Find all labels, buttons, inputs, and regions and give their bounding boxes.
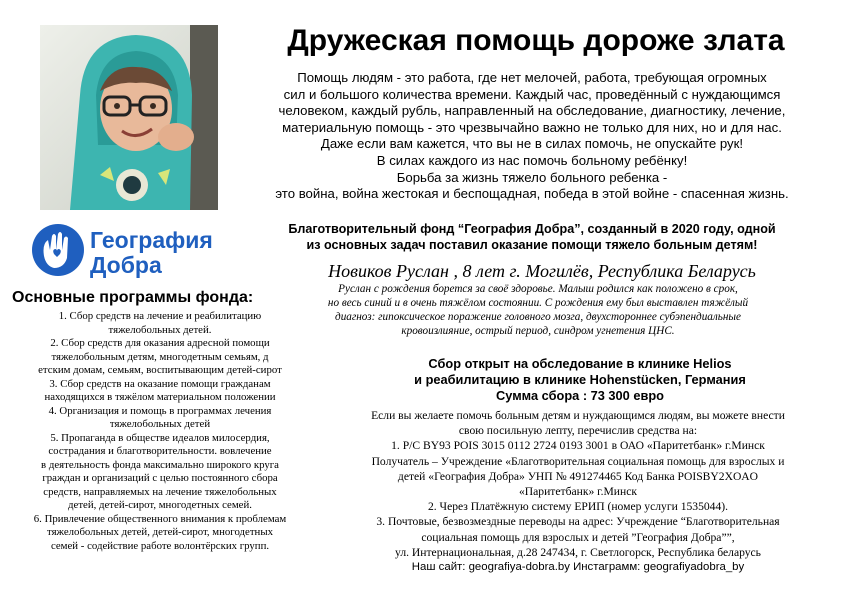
donate-line: 2. Через Платёжную систему ЕРИП (номер услуги 1535044). — [427, 500, 729, 514]
program-line: находящихся в тяжёлом материальном положении — [44, 391, 276, 403]
program-line: тяжелобольных детей — [109, 418, 211, 430]
intro-line: человеком, каждый рубль, направленный на обследование, диагностику, лечение, — [278, 103, 786, 119]
donation-details — [318, 408, 838, 575]
intro-line: это война, война жестокая и беспощадная, победа в этой войне - спасенная жизнь. — [275, 186, 789, 202]
intro-line: материальную помощь - это чрезвычайно важно не только для них, но и для нас. — [282, 119, 782, 135]
child-story — [268, 282, 808, 338]
program-line: 1. Сбор средств на лечение и реабилитацию — [58, 310, 262, 322]
program-line: граждан и организаций с целью постоянного сбора — [42, 472, 278, 484]
donate-line: социальная помощь для взрослых и детей ”География Добра””, — [421, 530, 735, 544]
collection-info — [330, 356, 830, 404]
story-line: кровоизлияние, острый период, синдром угнетения ЦНС. — [401, 325, 675, 337]
logo-line1: География — [90, 227, 213, 253]
collection-line: Сбор открыт на обследование в клинике Helios — [428, 356, 732, 371]
intro-line: Помощь людям - это работа, где нет мелочей, работа, требующая огромных — [297, 70, 767, 85]
donate-line: ул. Интернациональная, д.28 247434, г. Светлогорск, Республика беларусь — [395, 545, 761, 559]
fund-statement — [232, 221, 832, 253]
intro-line: сил и большого количества времени. Каждый час, проведённый с нуждающимся — [283, 86, 781, 102]
intro-paragraph — [232, 70, 832, 203]
collection-line: и реабилитацию в клинике Hohenstücken, Германия — [414, 372, 746, 387]
footer-contacts: Наш сайт: geografiya-dobra.by Инстаграмм: geografiyadobra_by — [411, 561, 745, 574]
program-line: 6. Привлечение общественного внимания к проблемам — [33, 512, 287, 525]
programs-title: Основные программы фонда: — [12, 289, 254, 306]
story-line: Руслан с рождения борется за своё здоровье. Малыш родился как положено в срок, — [338, 283, 738, 295]
donate-line: 1. Р/С BY93 POIS 3015 0112 2724 0193 3001 в ОАО «Паритетбанк» г.Минск — [391, 439, 765, 453]
child-photo — [40, 25, 218, 210]
intro-line: Борьба за жизнь тяжело больного ребенка - — [396, 169, 668, 185]
fund-logo — [30, 220, 230, 280]
story-line: но весь синий и в очень тяжёлом состоянии. С рождения ему был выставлен тяжёлый — [327, 297, 749, 309]
program-line: тяжелобольных детей. — [108, 323, 212, 336]
program-line: в деятельность фонда максимально широкого круга — [41, 458, 279, 471]
hand-heart-icon — [32, 224, 84, 276]
programs-list — [10, 310, 310, 553]
donate-line: 3. Почтовые, безвозмездные переводы на адрес: Учреждение “Благотворительная — [376, 515, 780, 529]
donate-line: Если вы желаете помочь больным детям и нуждающимся людям, вы можете внести — [371, 409, 785, 422]
program-line: средств, направляемых на лечение тяжелобольных — [43, 485, 277, 498]
program-line: 5. Пропаганда в обществе идеалов милосердия, — [50, 431, 270, 444]
donate-line: детей «География Добра» УНП № 491274465 Код Банка POISBY2XOAO — [397, 469, 759, 483]
program-line: 3. Сбор средств на оказание помощи гражданам — [49, 377, 271, 390]
intro-line: Даже если вам кажется, что вы не в силах помочь, не опускайте рук! — [320, 136, 744, 152]
page-title: Дружеская помощь дороже злата — [287, 24, 785, 57]
fund-line: из основных задач поставил оказание помощи тяжело больным детям! — [306, 238, 758, 252]
program-line: семей - содействие работе волонтёрских групп. — [50, 539, 270, 552]
logo-line2: Добра — [90, 252, 162, 278]
collection-amount: Сумма сбора : 73 300 евро — [496, 388, 664, 403]
program-line: тяжелобольных детей, детей-сирот, многодетных — [47, 526, 273, 538]
program-line: тяжелобольным детям, многодетным семьям, д — [51, 350, 269, 363]
program-line: сострадания и благотворительности. вовлечение — [48, 445, 272, 457]
child-heading: Новиков Руслан , 8 лет г. Могилёв, Республика Беларусь — [328, 261, 756, 281]
fund-line: Благотворительный фонд “География Добра”, созданный в 2020 году, одной — [288, 222, 776, 236]
program-line: детей, детей-сирот, многодетных семей. — [68, 499, 252, 511]
story-line: диагноз: гипоксическое поражение головного мозга, двухстороннее субэпендиальные — [335, 311, 741, 323]
donate-line: «Паритетбанк» г.Минск — [518, 485, 637, 499]
program-line: 2. Сбор средств для оказания адресной помощи — [50, 337, 270, 349]
donate-line: Получатель – Учреждение «Благотворительная социальная помощь для взрослых и — [371, 454, 785, 468]
donate-line: свою посильную лепту, перечислив средства на: — [458, 424, 698, 438]
program-line: 4. Организация и помощь в программах лечения — [48, 404, 272, 417]
program-line: етским домам, семьям, воспитывающим детей-сирот — [38, 364, 282, 376]
intro-line: В силах каждого из нас помочь больному ребёнку! — [376, 152, 688, 168]
